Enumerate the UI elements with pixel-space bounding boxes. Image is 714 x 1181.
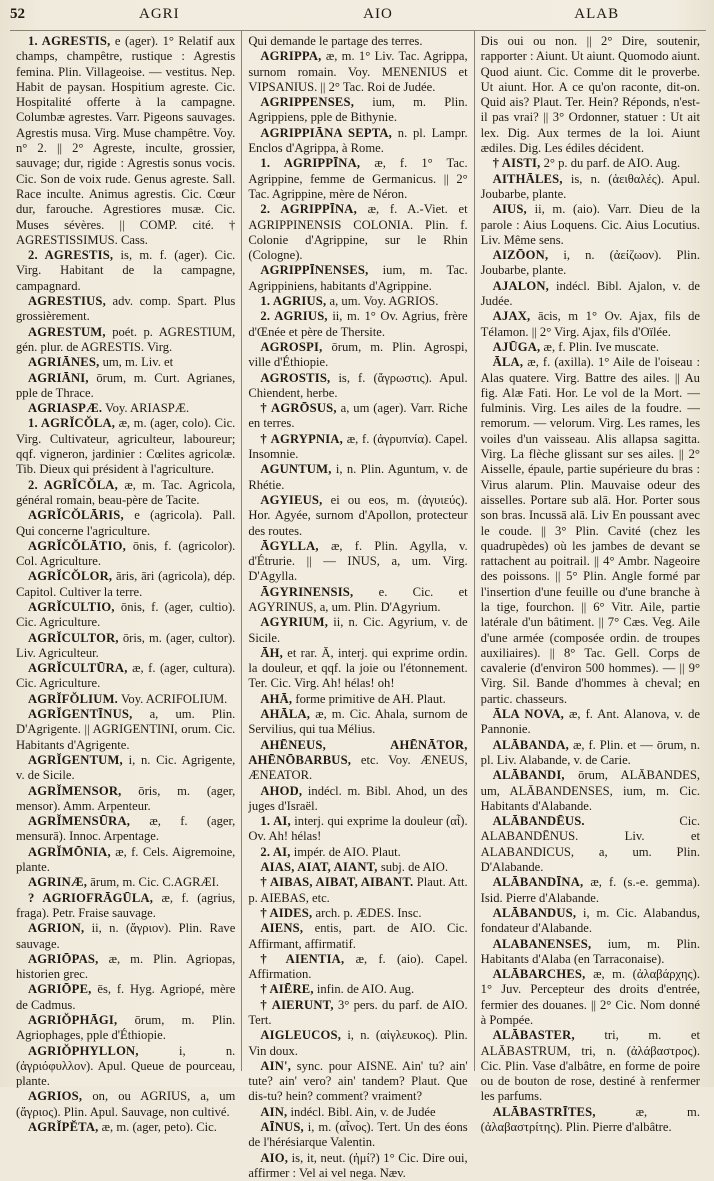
dictionary-entry (16, 248, 235, 294)
entry-headword: AGRĬMENSOR, (28, 783, 122, 798)
entry-headword: 1. AGRIUS, (260, 294, 327, 309)
entry-definition: ārum, m. Cic. C.AGRÆI. (90, 875, 220, 890)
dictionary-entry (16, 1013, 235, 1044)
entry-headword: AITHĀLES, (492, 171, 563, 186)
dictionary-entry (16, 478, 235, 509)
entry-definition: ōnis, f. (agricolor). Col. Agriculture. (16, 538, 236, 569)
dictionary-entry (16, 875, 235, 890)
dictionary-entry (248, 952, 467, 983)
column-right (474, 31, 706, 1135)
entry-definition: ōris, m. (ager, mensor). Amm. Arpenteur. (16, 783, 236, 813)
entry-definition: ōrum, ALĀBANDES, um, ALĀBANDENSES, ium, m. Cic. Habitants d'Alabande. (480, 768, 700, 813)
dictionary-entry (16, 845, 235, 876)
entry-headword: 2. AGRĬCŎLA, (28, 477, 118, 492)
entry-headword: AGRĬCULTIO, (28, 599, 115, 614)
entry-headword: AIGLEUCOS, (260, 1028, 342, 1043)
entry-definition: indécl. Bibl. Ajalon, v. de Judée. (480, 278, 700, 309)
dictionary-entry (248, 738, 467, 784)
entry-headword: AIO, (260, 1150, 289, 1165)
guide-word-right: ALAB (574, 6, 620, 22)
entry-headword: AGRIĀNI, (28, 370, 89, 385)
entry-definition: indécl. Bibl. Ain, v. de Judée (290, 1104, 436, 1119)
entry-definition: e. Cic. et AGYRINUS, a, um. Plin. D'Agyrium. (248, 584, 468, 614)
entry-headword: AIN, (260, 1104, 288, 1119)
entry-headword: AGRĬPĔTA, (28, 1120, 99, 1135)
entry-definition: æ, f. (aio). Capel. Affirmation. (248, 951, 468, 982)
entry-headword: AGRIĀNES, (28, 355, 100, 370)
dictionary-entry (16, 294, 235, 325)
dictionary-entry (481, 172, 700, 203)
dictionary-entry (16, 355, 235, 370)
entry-definition: is, f. (ἄγρωστις). Apul. Chiendent, herbe. (248, 370, 468, 400)
dictionary-entry (481, 937, 700, 968)
entry-definition: i, m. (αἶνος). Tert. Un des éons de l'hérésiarque Valentin. (248, 1120, 468, 1150)
entry-definition: æ, m. (ἀλαβαστρίτης). Plin. Pierre d'albâtre. (480, 1104, 700, 1135)
entry-definition: æ, m. Plin. Agriopas, historien grec. (16, 951, 236, 982)
dictionary-entry (481, 814, 700, 875)
entry-headword: AHĀ, (260, 691, 293, 706)
entry-definition: æ, f. A.-Viet. et AGRIPPINENSIS COLONIA. Plin. f. Colonie d'Agrippine, sur le Rhin (Cologne). (248, 202, 468, 263)
entry-definition: ōris, m. (ager, cultor). Liv. Agriculteur. (16, 630, 236, 660)
dictionary-entry (248, 49, 467, 95)
entry-headword: † AGRŌSUS, (260, 401, 337, 416)
entry-definition: infin. de AIO. Aug. (316, 982, 415, 997)
dictionary-entry (248, 432, 467, 463)
entry-headword: AĪNUS, (260, 1120, 304, 1135)
entry-headword: 1. AGRESTIS, (28, 34, 111, 48)
dictionary-entry (481, 156, 700, 171)
dictionary-entry (16, 952, 235, 983)
entry-headword: AIZŌON, (492, 248, 549, 263)
entry-definition: ium, m. Tac. Agrippiniens, habitants d'Agrippine. (248, 263, 468, 293)
entry-headword: ALĀBANDA, (492, 737, 569, 752)
dictionary-entry (481, 309, 700, 340)
entry-headword: AGRĬCULTŪRA, (28, 661, 128, 676)
dictionary-entry (16, 1089, 235, 1120)
dictionary-entry (248, 784, 467, 815)
entry-headword: AGRĬCŎLĀRIS, (28, 508, 124, 523)
entry-headword: 2. AI, (260, 844, 291, 859)
dictionary-entry (248, 692, 467, 707)
entry-definition: i, n. (αἰγλευκος). Plin. Vin doux. (248, 1028, 468, 1058)
dictionary-entry (16, 600, 235, 631)
entry-definition: Voy. ARIASPÆ. (105, 401, 190, 416)
entry-headword: AGRION, (28, 921, 85, 936)
entry-definition: ii, m. (aio). Varr. Dieu de la parole : Aius Loquens. Cic. Aius Locutius. Liv. Même sens. (480, 202, 700, 247)
entry-definition: etc. Voy. ÆNEUS, ÆNEATOR. (248, 752, 468, 783)
dictionary-entry (481, 1028, 700, 1104)
entry-headword: AGRESTIUS, (28, 294, 106, 309)
dictionary-entry (248, 906, 467, 921)
entry-headword: AGRIPPENSES, (260, 95, 355, 110)
entry-definition: ōnis, f. (ager, cultio). Cic. Agriculture. (16, 599, 236, 630)
dictionary-entry (481, 967, 700, 1028)
entry-definition: 2° p. du parf. de AIO. Aug. (543, 156, 681, 171)
entry-definition: æ, f. Cels. Aigremoine, plante. (16, 844, 236, 875)
entry-headword: AHOD, (260, 783, 303, 798)
entry-headword: ALĀBASTRĪTES, (492, 1104, 596, 1119)
entry-definition: æ, m. 1° Liv. Tac. Agrippa, surnom romain. Voy. MENENIUS et VIPSANIUS. || 2° Tac. Roi de Judée. (248, 49, 468, 94)
dictionary-entry (481, 34, 700, 156)
entry-headword: AHĀLA, (260, 707, 311, 722)
dictionary-entry (248, 156, 467, 202)
dictionary-entry (248, 34, 467, 49)
entry-headword: ALĀBASTER, (492, 1028, 575, 1043)
dictionary-entry (16, 569, 235, 600)
dictionary-entry (481, 738, 700, 769)
entry-definition: æ, f. (ager, mensurā). Innoc. Arpentage. (16, 814, 236, 844)
entry-definition: interj. qui exprime la douleur (αἶ). Ov. Ah! hélas! (248, 814, 468, 844)
entry-headword: ALĀBANDĪNA, (492, 875, 584, 890)
entry-definition: indécl. m. Bibl. Ahod, un des juges d'Israël. (248, 783, 468, 813)
entry-headword: † AIDES, (260, 905, 313, 920)
entry-headword: AGRIOS, (28, 1089, 83, 1104)
entry-definition: n. pl. Lampr. Enclos d'Agrippa, à Rome. (248, 125, 468, 156)
dictionary-entry (16, 753, 235, 784)
entry-definition: ii, m. 1° Ov. Agrius, frère d'Œnée et père de Thersite. (248, 309, 468, 339)
dictionary-entry (481, 768, 700, 814)
entry-definition: et rar. Ā, interj. qui exprime ordin. la douleur, et qqf. la joie ou l'étonnement. Ter. Cic. Virg. Ah! hélas! oh! (248, 645, 468, 691)
entry-definition: ōrum, m. Curt. Agrianes, pple de Thrace. (16, 370, 236, 400)
entry-definition: æ, f. Plin. et — ōrum, n. pl. Liv. Alabande, v. de Carie. (480, 737, 700, 767)
entry-definition: is, n. (ἀειθαλές). Apul. Joubarbe, plante. (480, 171, 700, 201)
dictionary-entry (16, 692, 235, 707)
entry-headword: AIAS, AIAT, AIANT, (260, 860, 378, 875)
dictionary-entry (481, 340, 700, 355)
entry-headword: AGRIPPIĀNA SEPTA, (260, 125, 393, 140)
dictionary-entry (248, 860, 467, 875)
entry-definition: Cic. ALABANDĒNUS. Liv. et ALABANDICUS, a, um. Plin. D'Alabande. (480, 814, 700, 875)
entry-headword: AGROSPI, (260, 339, 323, 354)
dictionary-entry (248, 401, 467, 432)
dictionary-entry (248, 462, 467, 493)
entry-definition: i, m. Cic. Alabandus, fondateur d'Alabande. (480, 905, 700, 936)
entry-definition: Plaut. Att. p. AIEBAS, etc. (248, 875, 468, 905)
entry-headword: 1. AGRĬCŎLA, (28, 416, 116, 431)
dictionary-entry (248, 340, 467, 371)
entry-definition: on, ou AGRIUS, a, um (ἄγριος). Plin. Apul. Sauvage, non cultivé. (16, 1089, 236, 1119)
entry-definition: a, um. Voy. AGRIOS. (329, 294, 439, 309)
entry-headword: ĀH, (260, 645, 283, 660)
entry-definition: a, um (ager). Varr. Riche en terres. (248, 401, 468, 431)
entry-headword: AGRIŎPHYLLON, (28, 1043, 139, 1058)
entry-definition: æ, m. Tac. Agricola, général romain, beau-père de Tacite. (16, 477, 236, 507)
dictionary-entry (248, 493, 467, 539)
entry-definition: forme primitive de AH. Plaut. (295, 691, 446, 706)
entry-definition: adv. comp. Spart. Plus grossièrement. (16, 294, 236, 324)
entry-definition: æ, f. Plin. Agylla, v. d'Étrurie. || — INUS, a, um. Virg. D'Agylla. (248, 538, 468, 584)
dictionary-entry (481, 248, 700, 279)
entry-definition: um, m. Liv. et (102, 355, 174, 370)
dictionary-entry (16, 508, 235, 539)
entry-headword: ALABANENSES, (492, 936, 592, 951)
entry-headword: ALĀBANDĒUS. (492, 814, 585, 829)
dictionary-entry (16, 1120, 235, 1135)
dictionary-entry (248, 845, 467, 860)
entry-definition: æ, f. (agrius, fraga). Petr. Fraise sauvage. (16, 890, 236, 920)
entry-definition: æ, f. (ἀγρυπνία). Capel. Insomnie. (248, 431, 468, 462)
entry-definition: poét. p. AGRESTIUM, gén. plur. de AGRESTIS. Virg. (16, 324, 236, 354)
entry-headword: AGROSTIS, (260, 370, 331, 385)
entry-definition: æ, m. (ἀλαβάρχης). 1° Juv. Percepteur des droits d'entrée, fermier des douanes. || 2° Cic. Nom donné à Pompée. (480, 967, 700, 1027)
dictionary-entry (481, 202, 700, 248)
dictionary-entry (481, 1105, 700, 1136)
entry-headword: AGRESTUM, (28, 324, 106, 339)
dictionary-entry (16, 707, 235, 753)
entry-definition: æ, f. Plin. Ive muscate. (543, 339, 659, 354)
dictionary-entry (248, 921, 467, 952)
entry-definition: ēs, f. Hyg. Agriopé, mère de Cadmus. (16, 982, 236, 1012)
entry-headword: 2. AGRIPPĪNA, (260, 202, 357, 217)
entry-headword: AHĒNEUS, AHĒNĀTOR, AHĒNŌBARBUS, (248, 737, 468, 767)
entry-headword: AIN', (260, 1058, 292, 1073)
guide-word-center: AIO (363, 6, 393, 22)
dictionary-entry (16, 1044, 235, 1090)
dictionary-entry (248, 309, 467, 340)
entry-definition: Qui demande le partage des terres. (248, 34, 423, 48)
entry-definition: i, n. Cic. Agrigente, v. de Sicile. (16, 752, 236, 783)
entry-headword: † AIBAS, AIBAT, AIBANT. (260, 875, 414, 890)
dictionary-entry (248, 1105, 467, 1120)
dictionary-entry (16, 416, 235, 477)
entry-definition: ium, m. Plin. Habitants d'Alaba (en Tarraconaise). (480, 936, 700, 966)
entry-definition: ei ou eos, m. (ἀγυιεύς). Hor. Agyée, surnom d'Apollon, protecteur des routes. (248, 492, 468, 538)
page-number: 52 (10, 6, 25, 22)
columns (10, 30, 706, 1180)
entry-definition: ōrum, m. Plin. Agriophages, pple d'Éthiopie. (16, 1013, 236, 1043)
dictionary-entry (248, 1151, 467, 1181)
entry-definition: is, it, neut. (ἠμί?) 1° Cic. Dire oui, affirmer : Vel ai vel nega. Næv. (248, 1150, 468, 1180)
dictionary-entry (481, 906, 700, 937)
entry-definition: ium, m. Plin. Agrippiens, pple de Bithynie. (248, 95, 468, 125)
entry-definition: subj. de AIO. (380, 860, 448, 875)
entry-definition: æ, f. (s.-e. gemma). Isid. Pierre d'Alabande. (480, 875, 700, 905)
entry-headword: AGRIPPĪNENSES, (260, 263, 369, 278)
column-middle (241, 31, 473, 1180)
entry-headword: ALĀBANDUS, (492, 905, 577, 920)
entry-definition: æ, m. (ager, colo). Cic. Virg. Cultivateur, agriculteur, laboureur; qqf. vigneron, jardinier : Cœlites agricolæ. Tib. Dieux qui président à l'agriculture. (16, 416, 236, 477)
page-header (10, 6, 706, 30)
entry-definition: æ, m. (ager, peto). Cic. (101, 1120, 217, 1135)
entry-definition: a, um. Plin. D'Agrigente. || AGRIGENTINI, orum. Cic. Habitants d'Agrigente. (16, 707, 236, 752)
dictionary-entry (248, 1059, 467, 1105)
dictionary-entry (248, 707, 467, 738)
dictionary-entry (248, 95, 467, 126)
entry-definition: tri, m. et ALĀBASTRUM, tri, n. (ἀλάβαστρος). Cic. Plin. Vase d'albâtre, en forme de poire ou de bouton de rose, destiné à renfermer les parfums. (480, 1028, 700, 1104)
entry-headword: AGRINÆ, (28, 875, 88, 890)
dictionary-entry (16, 921, 235, 952)
entry-definition: āris, āri (agricola), dép. Capitol. Cultiver la terre. (16, 569, 236, 599)
dictionary-entry (248, 294, 467, 309)
entry-definition: Dis oui ou non. || 2° Dire, soutenir, rapporter : Aiunt. Ut aiunt. Quomodo aiunt. Quod aiunt. Cic. Comme dit le proverbe. Ut aiunt. Hor. A ce qu'on raconte, dit-on. Quid ais? Plaut. Ter. Hein? Réponds, n'est-il pas vrai? || 3° Ordonner, statuer : Ut ait lex. Dig. Aux termes de la loi. Aiunt ædiles. Dig. Les édiles décident. (480, 34, 700, 156)
dictionary-entry (248, 615, 467, 646)
entry-headword: AJAX, (492, 309, 531, 324)
dictionary-entry (248, 585, 467, 616)
dictionary-entry (248, 875, 467, 906)
entry-headword: AGRĬGENTUM, (28, 752, 123, 767)
dictionary-entry (16, 539, 235, 570)
dictionary-entry (16, 401, 235, 416)
dictionary-entry (481, 707, 700, 738)
dictionary-entry (16, 34, 235, 248)
entry-headword: 1. AI, (260, 814, 291, 829)
dictionary-entry (248, 998, 467, 1029)
entry-headword: 2. AGRESTIS, (28, 248, 114, 263)
dictionary-entry (16, 325, 235, 356)
entry-headword: † AIĒRE, (260, 982, 314, 997)
entry-headword: † AIERUNT, (260, 997, 334, 1012)
entry-headword: AGUNTUM, (260, 462, 332, 477)
entry-definition: sync. pour AISNE. Ain' tu? ain' tute? ain' vero? ain' tandem? Plaut. Que dis-tu? hein? comment? vraiment? (248, 1058, 468, 1104)
guide-word-left: AGRI (139, 6, 180, 22)
entry-definition: e (ager). 1° Relatif aux champs, champêtre, rustique : Agrestis femina. Plin. Villageoise. — vestitus. Nep. Habit de paysan. Hospitium agreste. Cic. Hospitalité offerte à la campagne. Columbæ agrestes. Varr. Pigeons sauvages. Agrestis musa. Virg. Muse champêtre. Voy. n° 2. || 2° Agreste, inculte, grossier, sauvage; dur, rigide : Agrestis sonus vocis. Cic. Son de voix rude. Genus agreste. Sall. Race inculte. Animus agrestis. Cic. Cœur dur, farouche. Agrestiores musæ. Cic. Muses sévères. || COMP. cité. † AGRESTISSIMUS. Cass. (16, 34, 236, 247)
entry-headword: † AISTI, (492, 156, 541, 171)
entry-headword: AIUS, (492, 202, 527, 217)
entry-definition: æ, f. (axilla). 1° Aile de l'oiseau : Alas quatere. Virg. Battre des ailes. || Au fig. Alæ Fati. Hor. Le vol de la Mort. — fulminis. Virg. Les ailes de la foudre. — remorum. — velorum. Virg. Les rames, les voiles d'un vaisseau. Alis allapsa sagitta. Virg. La flèche glissant sur ses ailes. || 2° Aisselle, épaule, partie supérieure du bras : Virus alarum. Plin. Mauvaise odeur des aisselles. Portare sub alā. Hor. Porter sous son bras. Incussā alā. Liv En poussant avec le coude. || 3° Plin. Cavité (chez les quadrupèdes) où les jambes de devant se rattachent au poitrail. || 4° Ambr. Nageoire des poissons. || 5° Plin. Angle formé par l'insertion d'une feuille ou d'une branche à la tige, fourchon. || 6° Vitr. Aile, partie latérale d'un bâtiment. || 7° Cæs. Veg. Aile d'une armée (composée ordin. de troupes auxiliaires). || 8° Tac. Gell. Corps de cavalerie (d'environ 500 hommes). — || 9° Virg. Sil. Bande d'hommes à cheval; en partic. chasseurs. (480, 355, 700, 706)
dictionary-entry (248, 263, 467, 294)
entry-headword: AGYIEUS, (260, 492, 323, 507)
dictionary-entry (248, 646, 467, 692)
entry-headword: AGRĬGENTĪNUS, (28, 707, 133, 722)
entry-headword: ĀGYRINENSIS, (260, 584, 354, 599)
entry-headword: AGRĬMŌNIA, (28, 844, 111, 859)
entry-headword: AJALON, (492, 278, 549, 293)
entry-definition: Voy. ACRIFOLIUM. (120, 691, 228, 706)
dictionary-entry (248, 539, 467, 585)
entry-definition: ii, n. Cic. Agyrium, v. de Sicile. (248, 615, 468, 645)
entry-definition: impér. de AIO. Plaut. (293, 844, 401, 859)
entry-definition: arch. p. ÆDES. Insc. (315, 905, 422, 920)
column-left (10, 31, 241, 1135)
dictionary-entry (248, 1120, 467, 1151)
entry-definition: æ, m. Cic. Ahala, surnom de Servilius, qui tua Mélius. (248, 707, 468, 737)
dictionary-entry (16, 814, 235, 845)
entry-headword: AGRĬCŎLOR, (28, 569, 113, 584)
dictionary-entry (248, 371, 467, 402)
entry-definition: e (agricola). Pall. Qui concerne l'agriculture. (16, 508, 236, 538)
entry-headword: † AGRYPNIA, (260, 431, 344, 446)
entry-headword: AGRIŌPAS, (28, 951, 99, 966)
entry-headword: ĀLA NOVA, (492, 707, 564, 722)
entry-headword: ALĀBANDI, (492, 768, 565, 783)
dictionary-entry (16, 891, 235, 922)
entry-headword: AGRĬCŎLĀTIO, (28, 538, 126, 553)
entry-headword: ĀLA, (492, 355, 524, 370)
entry-headword: AJŪGA, (492, 339, 541, 354)
entry-headword: AGYRIUM, (260, 615, 329, 630)
entry-headword: AGRIASPÆ. (28, 401, 103, 416)
entry-headword: AGRĬCULTOR, (28, 630, 119, 645)
entry-definition: æ, f. Ant. Alanova, v. de Pannonie. (480, 707, 700, 737)
entry-headword: 2. AGRIUS, (260, 309, 328, 324)
entry-definition: ii, n. (ἄγριον). Plin. Rave sauvage. (16, 921, 236, 951)
dictionary-entry (16, 784, 235, 815)
entry-headword: AGRĬFŎLIUM. (28, 691, 119, 706)
entry-definition: ōrum, m. Plin. Agrospi, ville d'Éthiopie. (248, 339, 468, 370)
entry-headword: ? AGRIOFRĀGŪLA, (28, 890, 154, 905)
entry-headword: ALĀBARCHES, (492, 967, 586, 982)
entry-headword: 1. AGRIPPĪNA, (260, 156, 361, 171)
dictionary-entry (248, 126, 467, 157)
entry-headword: ĀGYLLA, (260, 538, 319, 553)
dictionary-entry (248, 814, 467, 845)
entry-definition: ācis, m 1° Ov. Ajax, fils de Télamon. || 2° Virg. Ajax, fils d'Oïlée. (480, 309, 700, 339)
entry-headword: AIENS, (260, 921, 304, 936)
dictionary-entry (481, 875, 700, 906)
dictionary-entry (248, 202, 467, 263)
entry-definition: i, n. (ἀείζωον). Plin. Joubarbe, plante. (480, 248, 700, 278)
entry-definition: æ, f. 1° Tac. Agrippine, femme de Germanicus. || 2° Tac. Agrippine, mère de Néron. (248, 156, 468, 201)
entry-headword: AGRIŎPHĀGI, (28, 1013, 118, 1027)
entry-headword: AGRIPPA, (260, 49, 322, 64)
entry-definition: æ, f. (ager, cultura). Cic. Agriculture. (16, 661, 236, 691)
dictionary-entry (16, 661, 235, 692)
dictionary-entry (16, 982, 235, 1013)
dictionary-entry (16, 631, 235, 662)
entry-headword: AGRIŌPE, (28, 982, 92, 997)
dictionary-entry (248, 1028, 467, 1059)
entry-definition: 3° pers. du parf. de AIO. Tert. (248, 997, 468, 1027)
entry-headword: † AIENTIA, (260, 951, 345, 966)
entry-definition: i, n. Plin. Aguntum, v. de Rhétie. (248, 462, 468, 492)
dictionary-entry (248, 982, 467, 997)
dictionary-entry (481, 279, 700, 310)
dictionary-entry (481, 355, 700, 707)
entry-definition: entis, part. de AIO. Cic. Affirmant, affirmatif. (248, 921, 468, 951)
entry-headword: AGRĬMENSŪRA, (28, 814, 131, 829)
entry-definition: i, n. (ἀγριόφυλλον). Apul. Queue de pourceau, plante. (16, 1043, 236, 1089)
entry-definition: is, m. f. (ager). Cic. Virg. Habitant de la campagne, campagnard. (16, 248, 236, 293)
dictionary-entry (16, 371, 235, 402)
